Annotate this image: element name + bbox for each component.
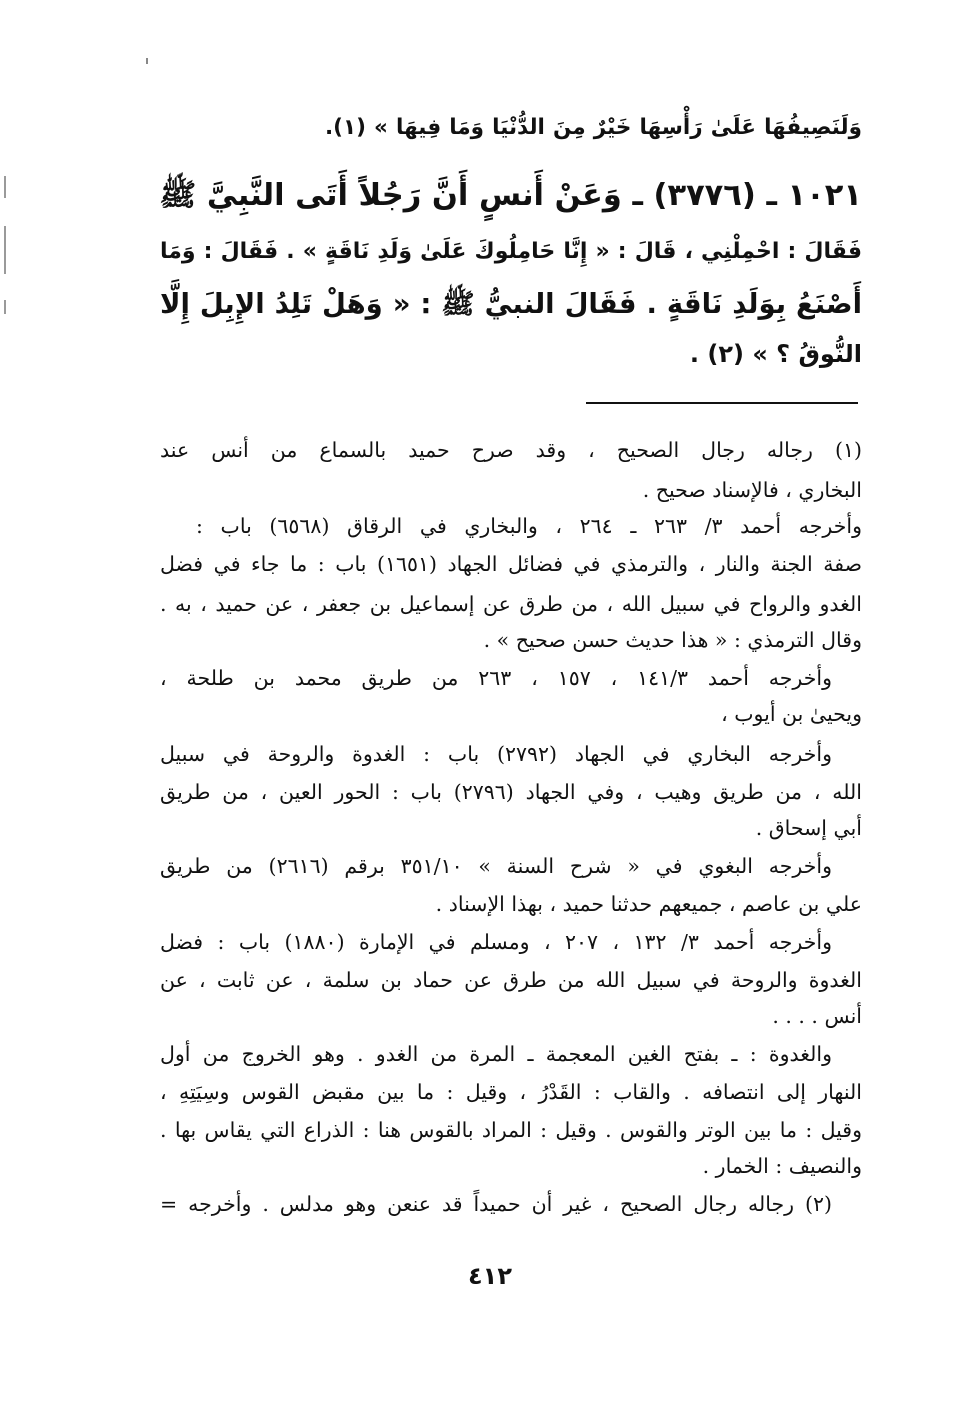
footnote-line: وأخرجه أحمد ٣/ ٢٦٣ ـ ٢٦٤ ، والبخاري في الرقاق (٦٥٦٨) باب : [196, 514, 862, 538]
hadith-line: أَصْنَعُ بِوَلَدِ نَاقَةٍ . فَقَالَ النبيُّ ﷺ : « وَهَلْ تَلِدُ الإِبِلَ إِلَّا [160, 288, 862, 320]
footnote-line: وقال الترمذي : « هذا حديث حسن صحيح » . [483, 628, 862, 652]
footnote-line: أبي إسحاق . [755, 816, 862, 840]
footnote-line: الله ، من طريق وهيب ، وفي الجهاد (٢٧٩٦) باب : الحور العين ، من طريق [160, 780, 862, 804]
scan-speck [146, 58, 148, 64]
footnote-line: والغدوة : ـ بفتح الغين المعجمة ـ المرة من الغدو . وهو الخروج من أول [160, 1042, 832, 1066]
footnote-line: الغدو والرواح في سبيل الله ، من طرق عن إسماعيل بن جعفر ، عن حميد ، به . [160, 592, 862, 616]
footnote-line: البخاري ، فالإسناد صحيح . [642, 478, 862, 502]
footnote-line: علي بن عاصم ، جميعهم حدثنا حميد ، بهذا الإسناد . [435, 892, 862, 916]
footnote-line: الغدوة والروحة في سبيل الله من طرق عن حماد بن سلمة ، عن ثابت ، عن [160, 968, 862, 992]
footnote-line: (٢) رجاله رجال الصحيح ، غير أن حميداً قد عنعن وهو مدلس . وأخرجه = [160, 1192, 832, 1216]
scan-edge-mark [4, 226, 6, 274]
footnote-line: ويحيىٰ بن أيوب ، [721, 702, 862, 726]
page-number: ٤١٢ [468, 1262, 512, 1290]
hadith-line: النُّوقُ ؟ » (٢) . [689, 340, 862, 368]
footnote-line: والنصيف : الخمار . [702, 1154, 862, 1178]
hadith-line: فَقَالَ : احْمِلْنِي ، قَالَ : « إِنَّا حَامِلُوكَ عَلَىٰ وَلَدِ نَاقَةٍ » . فَقَالَ : وَمَا [160, 239, 862, 264]
footnote-line: وأخرجه البخاري في الجهاد (٢٧٩٢) باب : الغدوة والروحة في سبيل [160, 742, 832, 766]
scan-edge-mark [4, 300, 6, 314]
scan-edge-mark [4, 176, 6, 198]
footnote-line: النهار إلى انتصافه . والقاب : القَدْرُ ، وقيل : ما بين مقبض القوس وسِيَتِهِ ، [160, 1080, 862, 1104]
footnote-line: وقيل : ما بين الوتر والقوس . وقيل : المراد بالقوس هنا : الذراع التي يقاس بها . [160, 1118, 862, 1142]
footnote-line: وأخرجه أحمد ١٤١/٣ ، ١٥٧ ، ٢٦٣ من طريق محمد بن طلحة ، [160, 666, 832, 690]
hadith-line: ١٠٢١ ـ (٣٧٧٦) ـ وَعَنْ أَنسٍ أَنَّ رَجُلاً أَتَى النَّبِيَّ ﷺ [159, 178, 862, 213]
footnote-line: (١) رجاله رجال الصحيح ، وقد صرح حميد بالسماع من أنس عند [160, 438, 862, 462]
footnote-line: وأخرجه أحمد ٣/ ١٣٢ ، ٢٠٧ ، ومسلم في الإمارة (١٨٨٠) باب : فضل [160, 930, 832, 954]
footnote-line: صفة الجنة والنار ، والترمذي في فضائل الجهاد (١٦٥١) باب : ما جاء في فضل [160, 552, 862, 576]
hadith-line: وَلَنَصِيفُهَا عَلَىٰ رَأْسِهَا خَيْرٌ مِنَ الدُّنْيَا وَمَا فِيهَا » (١). [325, 115, 862, 140]
footnote-line: وأخرجه البغوي في « شرح السنة » ٣٥١/١٠ برقم (٢٦١٦) من طريق [160, 854, 833, 878]
footnote-line: أنس . . . . [772, 1004, 862, 1028]
footnote-separator [586, 402, 858, 404]
